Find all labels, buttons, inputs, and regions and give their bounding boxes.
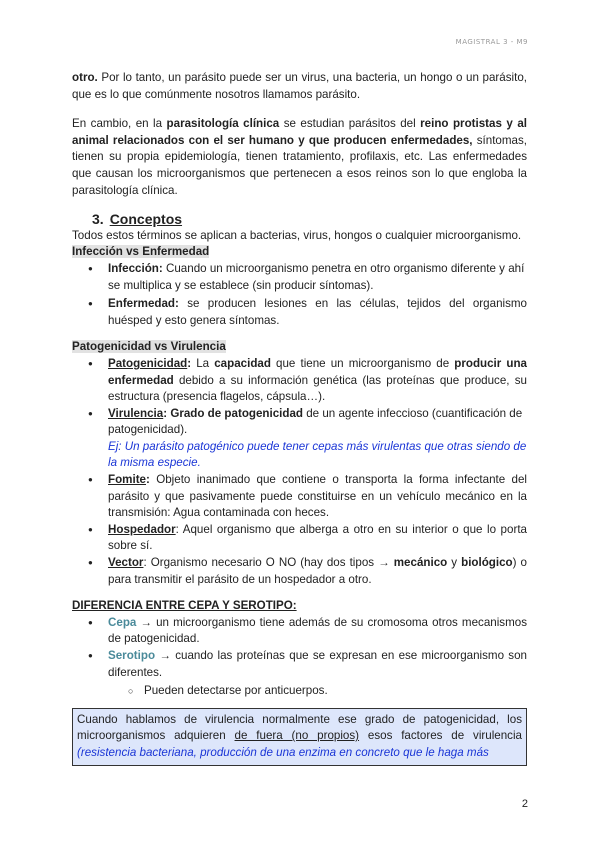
list-item-virulencia: ● Virulencia: Grado de patogenicidad de un agente infeccioso (cuantificación de patogenicidad). Ej: Un parásito patogénico puede tener cepas más virulentas que otras siendo de la misma especie.: [72, 406, 527, 472]
list-item-cepa: ● Cepa → un microorganismo tiene además de su cromosoma otros mecanismos de patogenicidad.: [72, 615, 527, 648]
section-intro: Todos estos términos se aplican a bacterias, virus, hongos o cualquier microorganismo.: [72, 228, 522, 242]
list-item-vector: ● Vector: Organismo necesario O NO (hay dos tipos → mecánico y biológico) o para transmitir el parásito de un hospedador a otro.: [72, 555, 527, 588]
list-item-patogenicidad: ● Patogenicidad: La capacidad que tiene un microorganismo de producir una enfermedad debido a su información genética (las proteínas que produce, su estructura (presencia flagelos, cápsula…).: [72, 356, 527, 406]
list-patogenicidad: [72, 356, 527, 588]
body-text: [72, 70, 527, 766]
arrow-icon: →: [378, 556, 390, 570]
list-item-fomite: ● Fomite: Objeto inanimado que contiene o transporta la forma infectante del parásito y que pasivamente puede constituirse en un vehículo mecánico en la transmisión: Agua contaminada con heces.: [72, 472, 527, 522]
list-item-serotipo: ● Serotipo → cuando las proteínas que se expresan en ese microorganismo son diferentes.: [72, 648, 527, 681]
heading-infeccion-vs-enfermedad: Infección vs Enfermedad: [72, 245, 210, 259]
section-title: 3. Conceptos: [92, 211, 183, 228]
note-box: Cuando hablamos de virulencia normalmente ese grado de patogenicidad, los microorganismos adquieren de fuera (no propios) esos factores de virulencia (resistencia bacteriana, producción de una enzima en concreto que le haga más: [72, 708, 527, 766]
sub-list-item-anticuerpos: ○ Pueden detectarse por anticuerpos.: [72, 683, 527, 700]
example-text: Ej: Un parásito patogénico puede tener cepas más virulentas que otras siendo de la misma especie.: [108, 439, 527, 470]
list-infeccion: [72, 261, 527, 329]
list-item-hospedador: ● Hospedador: Aquel organismo que alberga a otro en su interior o que lo porta sobre sí.: [72, 522, 527, 555]
list-item-infeccion: ● Infección: Cuando un microorganismo penetra en otro organismo diferente y ahí se multiplica y se establece (sin producir síntomas).: [72, 261, 527, 294]
heading-patogenicidad-vs-virulencia: Patogenicidad vs Virulencia: [72, 340, 226, 354]
paragraph-parasitologia: En cambio, en la parasitología clínica se estudian parásitos del reino protistas y al animal relacionados con el ser humano y que producen enfermedades, síntomas, tienen su propia epidemiología, tienen tratamiento, profilaxis, etc. Las enfermedades que causan los microorganismos que pertenecen a esos reinos son lo que engloba la parasitología clínica.: [72, 117, 527, 197]
heading-cepa-serotipo: DIFERENCIA ENTRE CEPA Y SEROTIPO:: [72, 599, 297, 613]
list-cepa-serotipo: [72, 615, 527, 700]
page-number: 2: [521, 798, 528, 810]
list-item-enfermedad: ● Enfermedad: se producen lesiones en las células, tejidos del organismo huésped y esto genera síntomas.: [72, 296, 527, 329]
running-header: MAGISTRAL 3 - M9: [455, 38, 528, 46]
paragraph-continuation: otro. Por lo tanto, un parásito puede ser un virus, una bacteria, un hongo o un parásito, que es lo que comúnmente nosotros llamamos parásito.: [72, 71, 527, 101]
